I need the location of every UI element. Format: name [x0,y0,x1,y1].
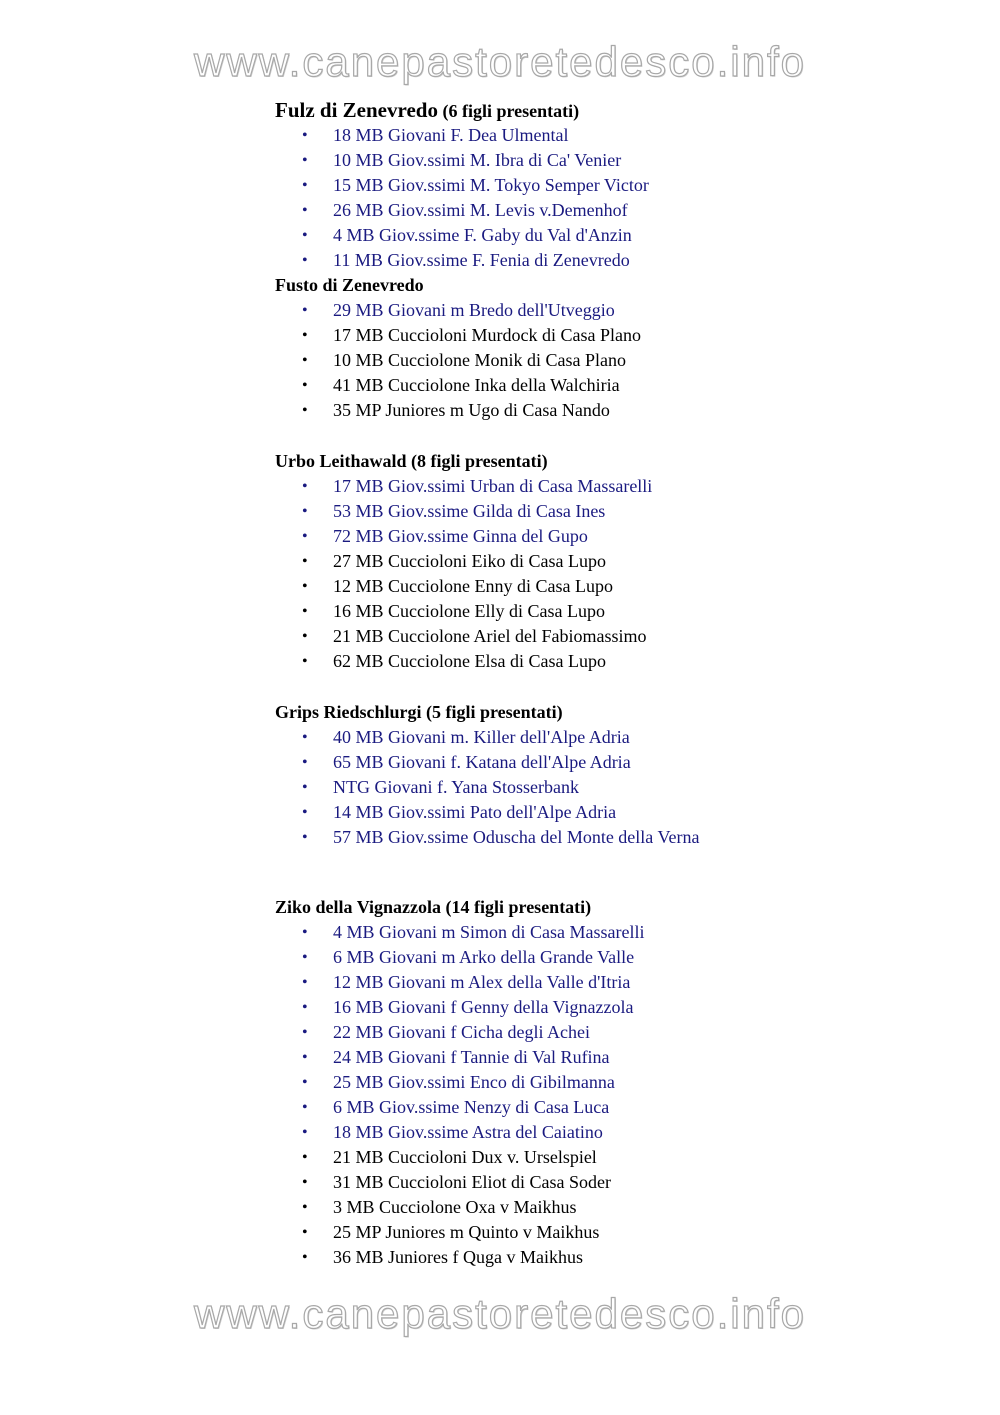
list-item [275,574,975,599]
list-item [275,1120,975,1145]
list-item [275,1170,975,1195]
list-item [275,173,975,198]
list-item [275,599,975,624]
offspring-count: (6 figli presentati) [437,101,580,121]
spacer [275,674,975,700]
bullet-icon: • [302,553,308,570]
offspring-entry: 40 MB Giovani m. Killer dell'Alpe Adria [333,727,630,747]
list-item [275,524,975,549]
list-item [275,1245,975,1270]
watermark-top: www.canepastoretedesco.info [194,38,806,85]
offspring-entry: 65 MB Giovani f. Katana dell'Alpe Adria [333,752,631,772]
bullet-icon: • [302,1199,308,1216]
sire-name: Grips Riedschlurgi [275,702,422,722]
offspring-count: (8 figli presentati) [406,451,548,471]
offspring-entry: 62 MB Cucciolone Elsa di Casa Lupo [333,651,606,671]
list-item [275,1220,975,1245]
bullet-icon: • [302,1249,308,1266]
list-item [275,945,975,970]
section-heading [275,700,975,725]
bullet-icon: • [302,779,308,796]
list-item [275,549,975,574]
bullet-icon: • [302,653,308,670]
offspring-entry: 6 MB Giovani m Arko della Grande Valle [333,947,635,967]
offspring-entry: 18 MB Giov.ssime Astra del Caiatino [333,1122,603,1142]
bullet-icon: • [302,227,308,244]
offspring-entry: 4 MB Giov.ssime F. Gaby du Val d'Anzin [333,225,632,245]
list-item [275,398,975,423]
offspring-entry: 21 MB Cucciolone Ariel del Fabiomassimo [333,626,647,646]
list-item [275,775,975,800]
offspring-entry: 36 MB Juniores f Quga v Maikhus [333,1247,583,1267]
list-item [275,1020,975,1045]
bullet-icon: • [302,1099,308,1116]
offspring-entry: 41 MB Cucciolone Inka della Walchiria [333,375,620,395]
offspring-entry: 6 MB Giov.ssime Nenzy di Casa Luca [333,1097,610,1117]
spacer [275,423,975,449]
list-item [275,995,975,1020]
bullet-icon: • [302,949,308,966]
offspring-entry: 17 MB Giov.ssimi Urban di Casa Massarelli [333,476,653,496]
offspring-entry: 12 MB Cucciolone Enny di Casa Lupo [333,576,613,596]
bullet-icon: • [302,578,308,595]
list-item [275,323,975,348]
offspring-entry: 10 MB Giov.ssimi M. Ibra di Ca' Venier [333,150,622,170]
bullet-icon: • [302,127,308,144]
sire-section-fusto [275,273,975,423]
bullet-icon: • [302,1049,308,1066]
bullet-icon: • [302,1124,308,1141]
offspring-entry: 25 MB Giov.ssimi Enco di Gibilmanna [333,1072,615,1092]
offspring-entry: 12 MB Giovani m Alex della Valle d'Itria [333,972,631,992]
offspring-entry: 27 MB Cuccioloni Eiko di Casa Lupo [333,551,606,571]
list-item [275,725,975,750]
list-item [275,148,975,173]
list-item [275,348,975,373]
list-item [275,1095,975,1120]
bullet-icon: • [302,804,308,821]
bullet-icon: • [302,1174,308,1191]
bullet-icon: • [302,603,308,620]
offspring-entry: 25 MP Juniores m Quinto v Maikhus [333,1222,600,1242]
bullet-icon: • [302,628,308,645]
offspring-entry: 57 MB Giov.ssime Oduscha del Monte della Verna [333,827,700,847]
bullet-icon: • [302,1024,308,1041]
bullet-icon: • [302,999,308,1016]
section-heading [275,449,975,474]
offspring-entry: 17 MB Cuccioloni Murdock di Casa Plano [333,325,641,345]
offspring-list [275,474,975,674]
offspring-entry: 10 MB Cucciolone Monik di Casa Plano [333,350,626,370]
offspring-entry: 26 MB Giov.ssimi M. Levis v.Demenhof [333,200,628,220]
offspring-list [275,298,975,423]
bullet-icon: • [302,352,308,369]
sire-name: Urbo Leithawald [275,451,407,471]
list-item [275,825,975,850]
bullet-icon: • [302,754,308,771]
bullet-icon: • [302,829,308,846]
bullet-icon: • [302,327,308,344]
bullet-icon: • [302,1149,308,1166]
section-heading [275,273,975,298]
list-item [275,223,975,248]
offspring-entry: 24 MB Giovani f Tannie di Val Rufina [333,1047,610,1067]
bullet-icon: • [302,729,308,746]
list-item [275,1145,975,1170]
offspring-entry: NTG Giovani f. Yana Stosserbank [333,777,579,797]
list-item [275,1070,975,1095]
list-item [275,750,975,775]
sire-section-grips [275,700,975,850]
offspring-entry: 15 MB Giov.ssimi M. Tokyo Semper Victor [333,175,649,195]
sire-name: Fulz di Zenevredo [275,98,438,122]
offspring-entry: 16 MB Cucciolone Elly di Casa Lupo [333,601,605,621]
sire-name: Fusto di Zenevredo [275,275,424,295]
offspring-list [275,920,975,1270]
sire-section-ziko [275,895,975,1270]
offspring-entry: 14 MB Giov.ssimi Pato dell'Alpe Adria [333,802,617,822]
bullet-icon: • [302,252,308,269]
offspring-entry: 3 MB Cucciolone Oxa v Maikhus [333,1197,577,1217]
list-item [275,970,975,995]
offspring-entry: 18 MB Giovani F. Dea Ulmental [333,125,569,145]
offspring-entry: 16 MB Giovani f Genny della Vignazzola [333,997,634,1017]
bullet-icon: • [302,377,308,394]
offspring-count: (14 figli presentati) [441,897,592,917]
list-item [275,1045,975,1070]
offspring-entry: 4 MB Giovani m Simon di Casa Massarelli [333,922,645,942]
bullet-icon: • [302,974,308,991]
bullet-icon: • [302,528,308,545]
offspring-list [275,725,975,850]
list-item [275,920,975,945]
offspring-list [275,123,975,273]
bullet-icon: • [302,152,308,169]
sire-section-urbo [275,449,975,674]
sire-name: Ziko della Vignazzola [275,897,442,917]
offspring-entry: 31 MB Cuccioloni Eliot di Casa Soder [333,1172,611,1192]
offspring-entry: 72 MB Giov.ssime Ginna del Gupo [333,526,588,546]
bullet-icon: • [302,1224,308,1241]
list-item [275,123,975,148]
offspring-entry: 11 MB Giov.ssime F. Fenia di Zenevredo [333,250,630,270]
document-body [275,98,975,1270]
bullet-icon: • [302,302,308,319]
section-heading [275,98,975,123]
bullet-icon: • [302,503,308,520]
list-item [275,248,975,273]
list-item [275,1195,975,1220]
bullet-icon: • [302,478,308,495]
list-item [275,649,975,674]
list-item [275,499,975,524]
list-item [275,198,975,223]
bullet-icon: • [302,177,308,194]
offspring-count: (5 figli presentati) [421,702,563,722]
bullet-icon: • [302,1074,308,1091]
offspring-entry: 22 MB Giovani f Cicha degli Achei [333,1022,590,1042]
bullet-icon: • [302,402,308,419]
spacer [275,850,975,895]
offspring-entry: 21 MB Cuccioloni Dux v. Urselspiel [333,1147,597,1167]
list-item [275,373,975,398]
watermark-bottom: www.canepastoretedesco.info [194,1290,806,1337]
list-item [275,474,975,499]
section-heading [275,895,975,920]
list-item [275,624,975,649]
offspring-entry: 29 MB Giovani m Bredo dell'Utveggio [333,300,615,320]
bullet-icon: • [302,924,308,941]
bullet-icon: • [302,202,308,219]
offspring-entry: 53 MB Giov.ssime Gilda di Casa Ines [333,501,606,521]
offspring-entry: 35 MP Juniores m Ugo di Casa Nando [333,400,610,420]
list-item [275,298,975,323]
sire-section-fulz [275,98,975,273]
list-item [275,800,975,825]
